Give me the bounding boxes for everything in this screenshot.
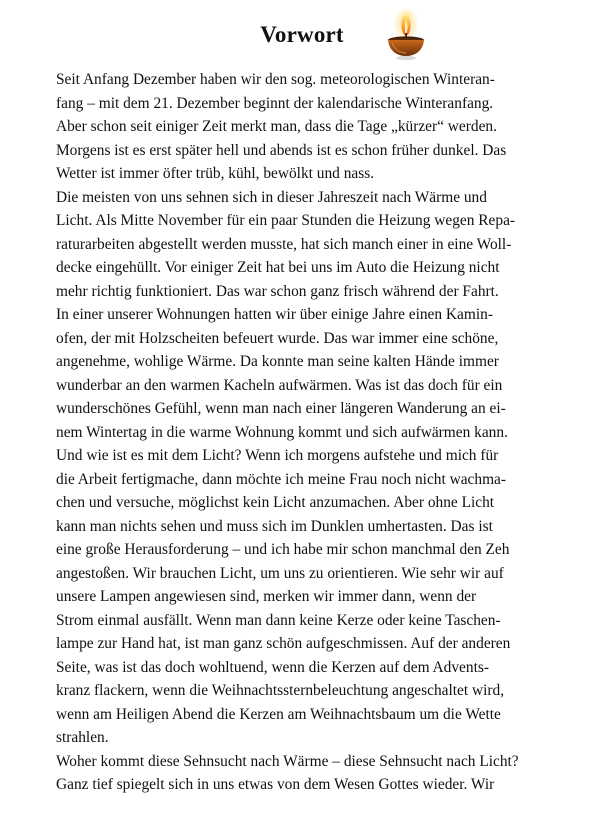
text-line: Und wie ist es mit dem Licht? Wenn ich morgens aufstehe und mich für bbox=[56, 447, 499, 464]
text-line: Woher kommt diese Sehnsucht nach Wärme – diese Sehnsucht nach Licht? bbox=[56, 752, 519, 770]
text-line: wunderbar an den warmen Kacheln aufwärmen. Was ist das doch für ein bbox=[56, 376, 503, 394]
text-line: mehr richtig funktioniert. Das war schon ganz frisch während der Fahrt. bbox=[56, 282, 499, 300]
text-line: angenehme, wohlige Wärme. Da konnte man seine kalten Hände immer bbox=[56, 353, 499, 370]
text-line: strahlen. bbox=[56, 729, 109, 746]
text-line: lampe zur Hand hat, ist man ganz schön aufgeschmissen. Auf der anderen bbox=[56, 635, 511, 652]
text-line: angestoßen. Wir brauchen Licht, um uns zu orientieren. Wie sehr wir auf bbox=[56, 564, 504, 582]
text-line: unsere Lampen angewiesen sind, merken wir immer dann, wenn der bbox=[56, 588, 477, 605]
text-line: Seite, was ist das doch wohltuend, wenn die Kerzen auf dem Advents- bbox=[56, 658, 489, 676]
text-line: In einer unserer Wohnungen hatten wir über einige Jahre einen Kamin- bbox=[56, 306, 493, 323]
text-line: wenn am Heiligen Abend die Kerzen am Weihnachtsbaum um die Wette bbox=[56, 705, 501, 723]
text-line: nem Wintertag in die warme Wohnung kommt und sich aufwärmen kann. bbox=[56, 423, 508, 441]
text-line: kranz flackern, wenn die Weihnachtssternbeleuchtung angeschaltet wird, bbox=[56, 682, 505, 699]
text-line: fang – mit dem 21. Dezember beginnt der kalendarische Winteranfang. bbox=[56, 94, 494, 112]
page-title: Vorwort bbox=[260, 22, 344, 47]
oil-lamp-icon bbox=[378, 6, 434, 64]
text-line: die Arbeit fertigmache, dann möchte ich meine Frau noch nicht wachma- bbox=[56, 470, 507, 488]
text-line: Die meisten von uns sehnen sich in dieser Jahreszeit nach Wärme und bbox=[56, 188, 487, 206]
text-line: ofen, der mit Holzscheiten befeuert wurde. Das war immer eine schöne, bbox=[56, 329, 499, 347]
text-line: Ganz tief spiegelt sich in uns etwas von dem Wesen Gottes wieder. Wir bbox=[56, 776, 495, 793]
text-line: Wetter ist immer öfter trüb, kühl, bewölkt und nass. bbox=[56, 165, 375, 182]
text-line: Aber schon seit einiger Zeit merkt man, dass die Tage „kürzer“ werden. bbox=[56, 118, 497, 135]
body-text bbox=[56, 68, 556, 797]
text-line: Seit Anfang Dezember haben wir den sog. meteorologischen Winteran- bbox=[56, 71, 495, 88]
text-line: raturarbeiten abgestellt werden musste, hat sich manch einer in eine Woll- bbox=[56, 235, 512, 253]
text-line: kann man nichts sehen und muss sich im Dunklen umhertasten. Das ist bbox=[56, 517, 493, 535]
text-line: Licht. Als Mitte November für ein paar Stunden die Heizung wegen Repa- bbox=[56, 212, 516, 229]
text-line: chen und versuche, möglichst kein Licht anzumachen. Aber ohne Licht bbox=[56, 494, 495, 511]
text-line: decke eingehüllt. Vor einiger Zeit hat bei uns im Auto die Heizung nicht bbox=[56, 259, 500, 276]
text-line: Morgens ist es erst später hell und abends ist es schon früher dunkel. Das bbox=[56, 141, 507, 159]
text-line: wunderschönes Gefühl, wenn man nach einer längeren Wanderung an ei- bbox=[56, 400, 506, 417]
text-line: Strom einmal ausfällt. Wenn man dann keine Kerze oder keine Taschen- bbox=[56, 611, 501, 629]
text-line: eine große Herausforderung – und ich habe mir schon manchmal den Zeh bbox=[56, 541, 510, 558]
